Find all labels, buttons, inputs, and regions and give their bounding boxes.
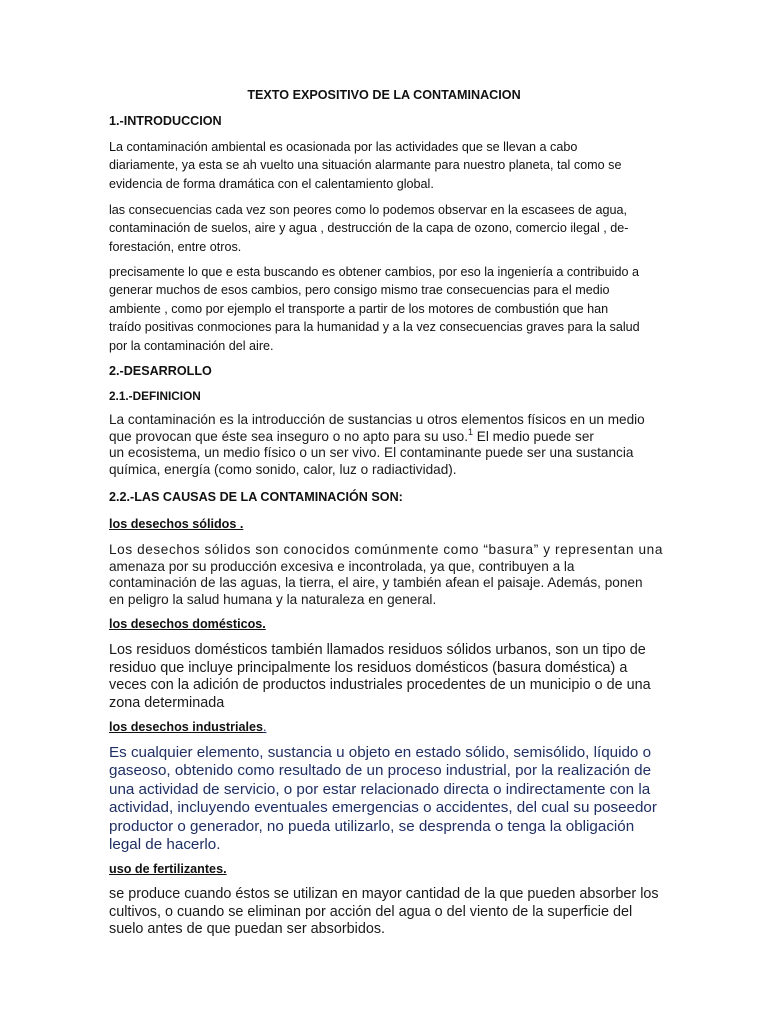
text-line: residuo que incluye principalmente los residuos domésticos (basura doméstica) a <box>109 659 628 676</box>
text-line: química, energía (como sonido, calor, luz o radiactividad). <box>109 461 457 477</box>
text-line: forestación, entre otros. <box>109 239 242 254</box>
text-line: contaminación de las aguas, la tierra, el aire, y también afean el paisaje. Además, ponen <box>109 575 643 591</box>
text-line: traído positivas conmociones para la humanidad y a la vez consecuencias graves para la salud <box>109 320 640 335</box>
text-line <box>109 426 659 446</box>
text-line: una actividad de servicio, o por estar relacionado directa o indirectamente con la <box>109 780 651 798</box>
heading-period: . <box>262 720 267 734</box>
text-line: Los desechos sólidos son conocidos comúnmente como “basura” y representan una <box>109 542 663 557</box>
domesticos-paragraph <box>109 642 659 712</box>
definicion-heading: 2.1.-DEFINICION <box>109 389 201 403</box>
text-line: gaseoso, obtenido como resultado de un proceso industrial, por la realización de <box>109 762 652 780</box>
industriales-paragraph <box>109 744 659 854</box>
text-line: Los residuos domésticos también llamados residuos sólidos urbanos, son un tipo de <box>109 642 646 658</box>
text-line: evidencia de forma dramática con el calentamiento global. <box>109 176 434 191</box>
text-line: en peligro la salud humana y la naturaleza en general. <box>109 591 437 607</box>
text-segment: que provocan que éste sea inseguro o no apto para su uso. <box>109 428 468 444</box>
industriales-heading-text: los desechos industriales <box>109 720 263 734</box>
text-line: suelo antes de que puedan ser absorbidos. <box>109 921 386 938</box>
text-line: actividad, incluyendo eventuales emergencias o accidentes, del cual su poseedor <box>109 799 657 817</box>
text-line: productor o generador, no pueda utilizarlo, se desprenda o tenga la obligación <box>109 817 635 835</box>
intro-paragraph-1 <box>109 138 659 193</box>
text-line: ambiente , como por ejemplo el transporte a partir de los motores de combustión que han <box>109 301 609 316</box>
text-line: Es cualquier elemento, sustancia u objeto en estado sólido, semisólido, líquido o <box>109 744 652 761</box>
text-line: La contaminación es la introducción de sustancias u otros elementos físicos en un medio <box>109 412 645 427</box>
intro-heading: 1.-INTRODUCCION <box>109 114 222 128</box>
text-line: se produce cuando éstos se utilizan en mayor cantidad de la que pueden absorber los <box>109 886 659 902</box>
document-title: TEXTO EXPOSITIVO DE LA CONTAMINACION <box>247 88 521 102</box>
text-line: por la contaminación del aire. <box>109 338 274 353</box>
solidos-paragraph <box>109 542 663 608</box>
text-line: amenaza por su producción excesiva e incontrolada, ya que, contribuyen a la <box>109 558 575 574</box>
text-line: veces con la adición de productos industriales procedentes de un municipio o de una <box>109 677 651 694</box>
text-line: zona determinada <box>109 694 225 711</box>
text-line: La contaminación ambiental es ocasionada por las actividades que se llevan a cabo <box>109 140 578 154</box>
solidos-heading: los desechos sólidos . <box>109 517 244 531</box>
fertilizantes-heading: uso de fertilizantes. <box>109 862 227 876</box>
text-line: un ecosistema, un medio físico o un ser vivo. El contaminante puede ser una sustancia <box>109 445 634 461</box>
text-line: las consecuencias cada vez son peores como lo podemos observar en la escasees de agua, <box>109 203 628 217</box>
text-line: legal de hacerlo. <box>109 836 221 854</box>
text-segment: El medio puede ser <box>473 428 594 444</box>
definicion-paragraph <box>109 412 659 478</box>
intro-paragraph-2 <box>109 201 659 256</box>
text-line: contaminación de suelos, aire y agua , destrucción de la capa de ozono, comercio ilegal , de- <box>109 221 629 236</box>
footnote-marker[interactable]: 1 <box>467 426 473 437</box>
text-line: cultivos, o cuando se eliminan por acción del agua o del viento de la superficie del <box>109 903 633 920</box>
causas-heading: 2.2.-LAS CAUSAS DE LA CONTAMINACIÓN SON: <box>109 490 403 504</box>
desarrollo-heading: 2.-DESARROLLO <box>109 364 212 378</box>
fertilizantes-paragraph <box>109 886 659 939</box>
industriales-heading <box>109 718 659 736</box>
text-line: diariamente, ya esta se ah vuelto una situación alarmante para nuestro planeta, tal como se <box>109 158 622 173</box>
text-line: precisamente lo que e esta buscando es obtener cambios, por eso la ingeniería a contribuido a <box>109 265 639 279</box>
text-line: generar muchos de esos cambios, pero consigo mismo trae consecuencias para el medio <box>109 283 610 298</box>
domesticos-heading: los desechos domésticos. <box>109 617 266 631</box>
intro-paragraph-3 <box>109 263 659 355</box>
